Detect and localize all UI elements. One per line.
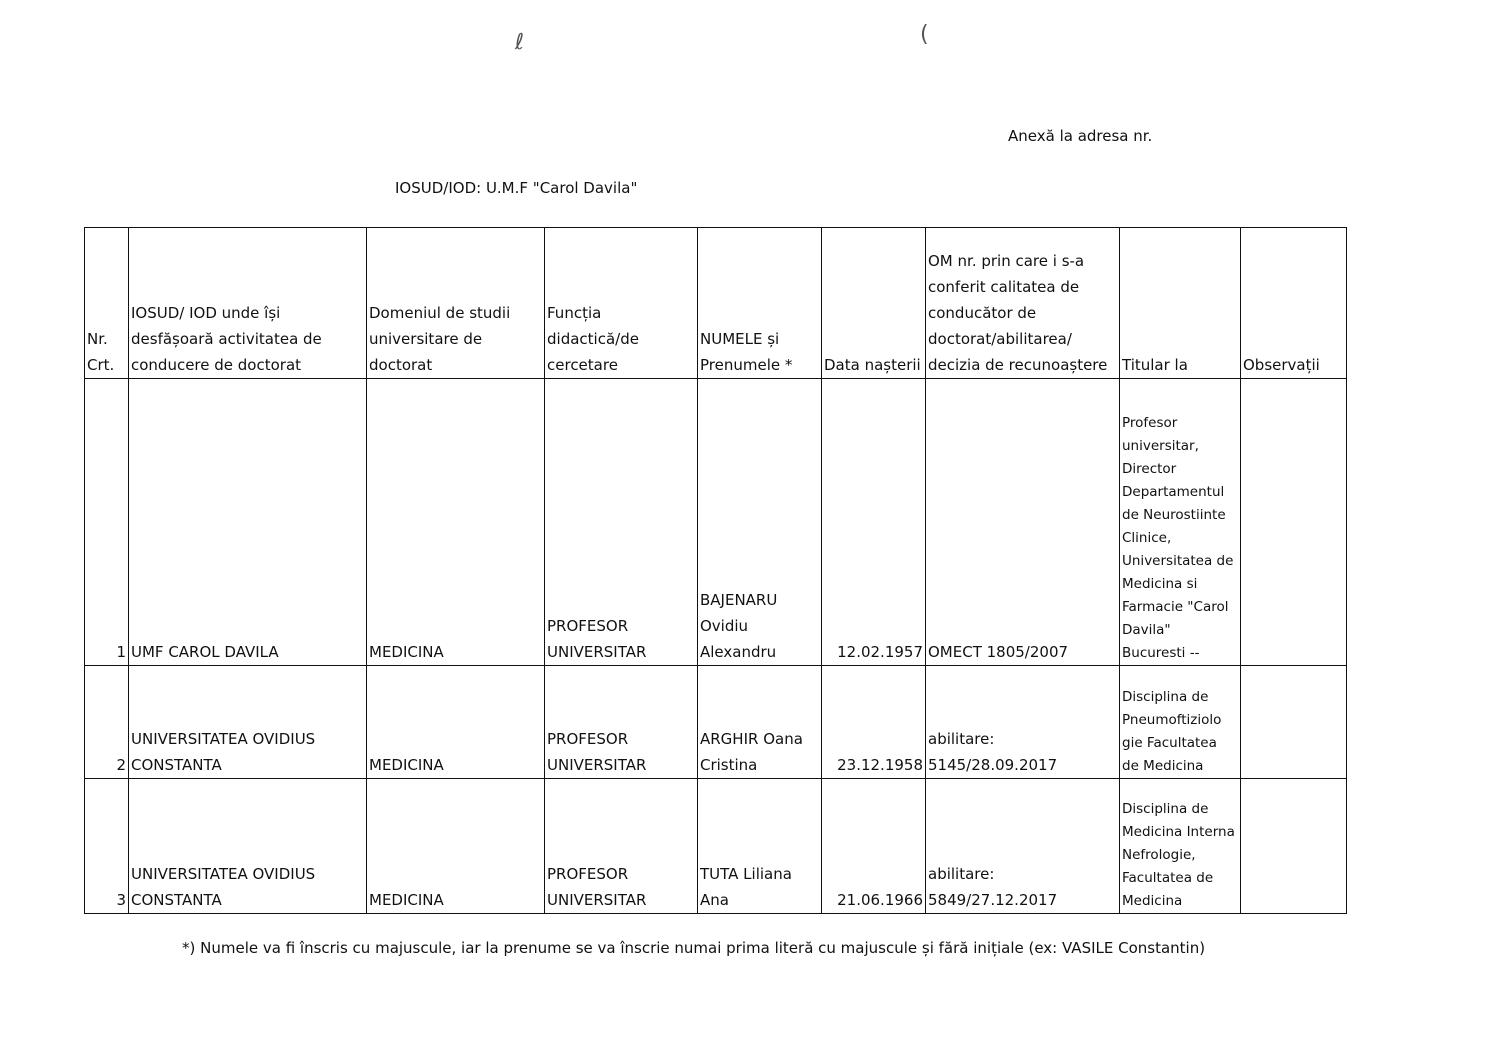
- row-functia: PROFESOR UNIVERSITAR: [547, 617, 647, 661]
- row-nr: 2: [116, 756, 126, 774]
- col-header: Titular la: [1122, 356, 1188, 374]
- row-om: abilitare: 5145/28.09.2017: [928, 730, 1058, 774]
- col-header: NUMELE și Prenumele *: [700, 330, 793, 374]
- col-header: IOSUD/ IOD unde își desfășoară activitatea de conducere de doctorat: [131, 304, 322, 374]
- row-titular: Profesor universitar, Director Departamentul de Neurostiinte Clinice, Universitatea de Medicina si Farmacie "Carol Davila" Bucuresti --: [1122, 415, 1234, 661]
- footnote: *) Numele va fi înscris cu majuscule, iar la prenume se va înscrie numai prima literă cu majuscule și fără inițiale (ex: VASILE Constantin): [182, 939, 1206, 957]
- row-nume: ARGHIR Oana Cristina: [700, 730, 803, 774]
- table-row: [85, 379, 1347, 666]
- row-functia: PROFESOR UNIVERSITAR: [547, 865, 647, 909]
- iosud-title: IOSUD/IOD: U.M.F "Carol Davila": [395, 179, 638, 197]
- header-row: [85, 228, 1347, 379]
- row-iosud: UNIVERSITATEA OVIDIUS CONSTANTA: [131, 865, 316, 909]
- row-observatii: [1241, 779, 1346, 913]
- doctoral-supervisors-table: [84, 227, 1347, 914]
- row-iosud: UNIVERSITATEA OVIDIUS CONSTANTA: [131, 730, 316, 774]
- row-nr: 1: [116, 643, 126, 661]
- col-header: Nr. Crt.: [87, 330, 115, 374]
- col-header: Funcția didactică/de cercetare: [547, 304, 639, 374]
- row-domeniu: MEDICINA: [369, 756, 444, 774]
- row-data-nasterii: 23.12.1958: [837, 756, 923, 774]
- col-header: Domeniul de studii universitare de doctorat: [369, 304, 511, 374]
- scan-mark: ℓ: [515, 30, 525, 55]
- col-header: Data nașterii: [824, 356, 921, 374]
- row-observatii: [1241, 666, 1346, 778]
- row-domeniu: MEDICINA: [369, 643, 444, 661]
- row-om: OMECT 1805/2007: [928, 643, 1069, 661]
- row-nume: TUTA Liliana Ana: [700, 865, 792, 909]
- row-functia: PROFESOR UNIVERSITAR: [547, 730, 647, 774]
- table-row: [85, 779, 1347, 914]
- row-iosud: UMF CAROL DAVILA: [131, 643, 279, 661]
- annex-label: Anexă la adresa nr.: [1008, 127, 1153, 145]
- row-om: abilitare: 5849/27.12.2017: [928, 865, 1058, 909]
- col-header: OM nr. prin care i s-a conferit calitatea de conducător de doctorat/abilitarea/ decizia de recunoaștere: [928, 252, 1108, 374]
- scan-mark: (: [920, 22, 929, 47]
- row-observatii: [1241, 379, 1346, 665]
- row-nume: BAJENARU Ovidiu Alexandru: [700, 591, 778, 661]
- row-domeniu: MEDICINA: [369, 891, 444, 909]
- row-nr: 3: [116, 891, 126, 909]
- table-row: [85, 666, 1347, 779]
- row-titular: Disciplina de Medicina Interna Nefrologie, Facultatea de Medicina: [1122, 801, 1235, 909]
- row-titular: Disciplina de Pneumoftiziolo gie Facultatea de Medicina: [1122, 689, 1222, 774]
- row-data-nasterii: 21.06.1966: [837, 891, 923, 909]
- row-data-nasterii: 12.02.1957: [837, 643, 923, 661]
- col-header: Observații: [1243, 356, 1320, 374]
